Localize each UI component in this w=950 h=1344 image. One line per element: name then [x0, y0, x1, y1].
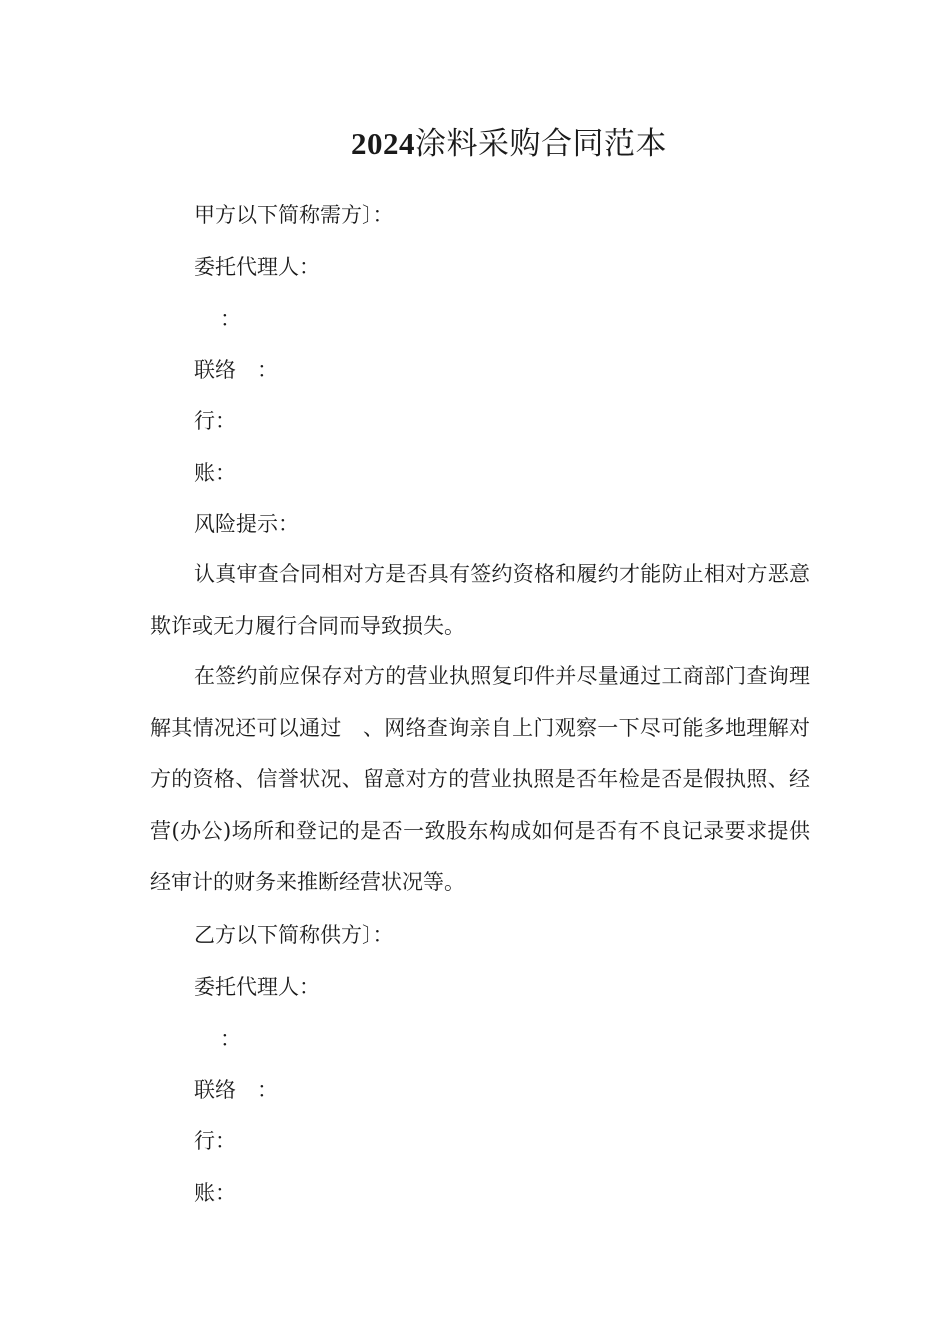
party-a-account: 账：: [194, 461, 236, 485]
party-b-account: 账：: [194, 1181, 236, 1205]
party-b-heading: 乙方以下简称供方〕：: [194, 923, 394, 947]
party-a-blank-field: ：: [220, 307, 241, 331]
party-b-bank: 行：: [194, 1129, 236, 1153]
document-title: [0, 124, 950, 164]
party-a-heading: 甲方以下简称需方〕：: [194, 203, 394, 227]
title-text: 涂料采购合同范本: [415, 126, 667, 162]
party-b-blank-field: ：: [220, 1027, 241, 1051]
risk-paragraph-1: 认真审查合同相对方是否具有签约资格和履约才能防止相对方恶意欺诈或无力履行合同而导致损失。: [150, 562, 810, 638]
risk-paragraph-2: 在签约前应保存对方的营业执照复印件并尽量通过工商部门查询理解其情况还可以通过 、网络查询亲自上门观察一下尽可能多地理解对方的资格、信誉状况、留意对方的营业执照是否年检是否是假执照、经营(办公)场所和登记的是否一致股东构成如何是否有不良记录要求提供经审计的财务来推断经营状况等。: [150, 664, 810, 894]
risk-heading: 风险提示：: [194, 512, 299, 536]
title-year: 2024: [351, 126, 415, 161]
party-b-agent: 委托代理人：: [194, 975, 320, 999]
party-a-contact: 联络 ：: [194, 358, 278, 382]
party-a-agent: 委托代理人：: [194, 255, 320, 279]
party-b-contact: 联络 ：: [194, 1078, 278, 1102]
party-a-bank: 行：: [194, 409, 236, 433]
